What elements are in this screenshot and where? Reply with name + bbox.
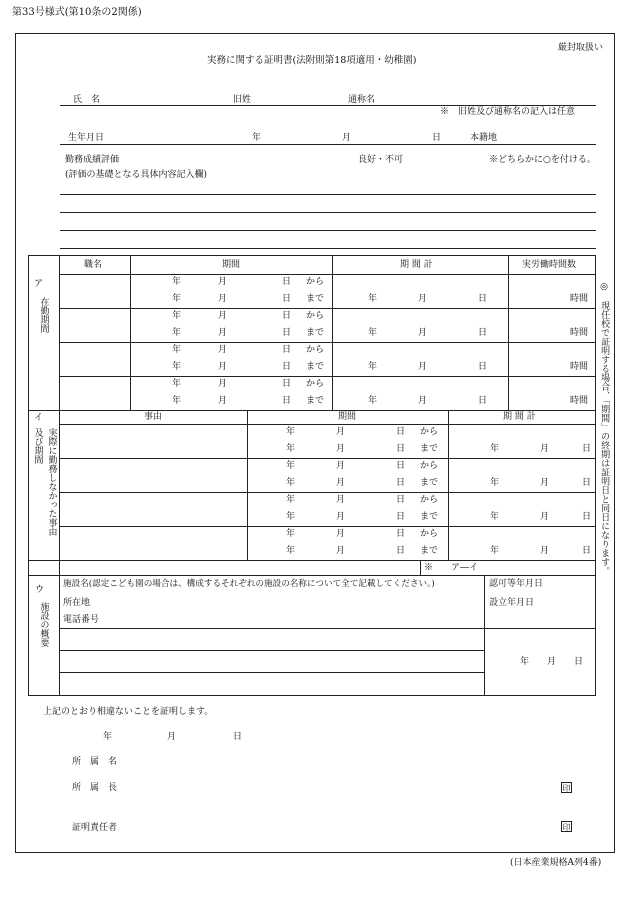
row-a-from-label: から <box>306 345 325 355</box>
row-a-total-year[interactable]: 年 <box>368 362 378 372</box>
col-reason: 事由 <box>144 412 163 422</box>
certify-month: 月 <box>167 732 177 742</box>
row-i-to-month[interactable]: 月 <box>336 444 346 454</box>
row-i-to-day[interactable]: 日 <box>396 444 406 454</box>
section-a-label: 在勤期間 <box>38 297 49 333</box>
row-a-total-month[interactable]: 月 <box>418 294 428 304</box>
diff-note: ※ ア―イ <box>424 563 479 573</box>
row-i-to-month[interactable]: 月 <box>336 546 346 556</box>
row-a-from-day[interactable]: 日 <box>282 311 292 321</box>
row-i-to-label: まで <box>420 546 439 556</box>
row-a-from-month[interactable]: 月 <box>218 345 228 355</box>
side-note: ◎ 現任校で証明する場合、「期間」の終期は証明日と同日になります。 <box>599 282 610 576</box>
row-a-to-day[interactable]: 日 <box>282 362 292 372</box>
footer-spec: (日本産業規格A列4番) <box>510 858 602 868</box>
phone-label: 電話番号 <box>63 615 100 625</box>
main-table <box>28 255 596 696</box>
row-a-from-month[interactable]: 月 <box>218 379 228 389</box>
row-i-to-year[interactable]: 年 <box>286 546 296 556</box>
row-a-hours[interactable]: 時間 <box>570 396 589 406</box>
birth-year: 年 <box>252 133 262 143</box>
section-u-label: 施設の概要 <box>38 602 49 647</box>
domicile-label: 本籍地 <box>470 133 498 143</box>
row-i-from-label: から <box>420 427 439 437</box>
evaluation-line-3[interactable] <box>60 230 596 231</box>
row-i-total-year[interactable]: 年 <box>490 478 500 488</box>
row-a-to-day[interactable]: 日 <box>282 328 292 338</box>
row-i-to-label: まで <box>420 512 439 522</box>
row-i-total-day[interactable]: 日 <box>582 512 592 522</box>
evaluation-line-4[interactable] <box>60 248 596 249</box>
row-a-total-day[interactable]: 日 <box>478 294 488 304</box>
row-i-from-label: から <box>420 529 439 539</box>
evaluation-line-2[interactable] <box>60 212 596 213</box>
row-a-total-year[interactable]: 年 <box>368 294 378 304</box>
birth-month: 月 <box>342 133 352 143</box>
row-i-total-month[interactable]: 月 <box>540 546 550 556</box>
row-a-total-month[interactable]: 月 <box>418 362 428 372</box>
row-a-total-month[interactable]: 月 <box>418 328 428 338</box>
evaluation-sub: (評価の基礎となる具体内容記入欄) <box>65 170 208 180</box>
row-a-hours[interactable]: 時間 <box>570 328 589 338</box>
head-label: 所 属 長 <box>72 783 118 793</box>
row-a-from-year[interactable]: 年 <box>172 379 182 389</box>
row-i-from-day[interactable]: 日 <box>396 495 406 505</box>
row-i-to-year[interactable]: 年 <box>286 444 296 454</box>
section-i-label-2: 及び期間 <box>32 428 43 464</box>
name-line[interactable] <box>60 105 596 106</box>
certify-year: 年 <box>103 732 113 742</box>
row-a-to-label: まで <box>306 396 325 406</box>
row-i-from-day[interactable]: 日 <box>396 461 406 471</box>
row-a-from-year[interactable]: 年 <box>172 311 182 321</box>
good-fail-choice[interactable]: 良好・不可 <box>358 155 404 165</box>
row-a-from-year[interactable]: 年 <box>172 345 182 355</box>
row-i-total-month[interactable]: 月 <box>540 512 550 522</box>
alias-label: 通称名 <box>348 95 376 105</box>
row-i-from-month[interactable]: 月 <box>336 495 346 505</box>
form-title: 実務に関する証明書(法附則第18項適用・幼稚園) <box>207 55 417 66</box>
row-i-to-month[interactable]: 月 <box>336 478 346 488</box>
row-i-total-year[interactable]: 年 <box>490 512 500 522</box>
row-i-from-year[interactable]: 年 <box>286 461 296 471</box>
evaluation-line-1[interactable] <box>60 194 596 195</box>
address-label: 所在地 <box>63 598 91 608</box>
row-a-to-year[interactable]: 年 <box>172 362 182 372</box>
row-i-from-label: から <box>420 495 439 505</box>
row-i-to-day[interactable]: 日 <box>396 546 406 556</box>
row-a-total-year[interactable]: 年 <box>368 396 378 406</box>
row-i-from-year[interactable]: 年 <box>286 529 296 539</box>
row-a-to-month[interactable]: 月 <box>218 294 228 304</box>
row-i-to-label: まで <box>420 478 439 488</box>
row-i-from-day[interactable]: 日 <box>396 529 406 539</box>
row-a-to-year[interactable]: 年 <box>172 294 182 304</box>
col-total-a: 期 間 計 <box>400 260 433 270</box>
row-a-from-month[interactable]: 月 <box>218 277 228 287</box>
row-a-to-month[interactable]: 月 <box>218 328 228 338</box>
row-i-from-day[interactable]: 日 <box>396 427 406 437</box>
name-label: 氏 名 <box>73 95 101 105</box>
row-a-from-day[interactable]: 日 <box>282 379 292 389</box>
row-a-from-label: から <box>306 379 325 389</box>
row-i-to-year[interactable]: 年 <box>286 512 296 522</box>
seal-head: 印 <box>562 784 571 793</box>
row-a-to-month[interactable]: 月 <box>218 362 228 372</box>
row-a-total-day[interactable]: 日 <box>478 328 488 338</box>
former-name-label: 旧姓 <box>233 95 252 105</box>
birth-label: 生年月日 <box>68 133 105 143</box>
row-i-to-year[interactable]: 年 <box>286 478 296 488</box>
facility-date-ymd: 年 月 日 <box>520 657 584 667</box>
row-i-from-month[interactable]: 月 <box>336 529 346 539</box>
row-i-total-day[interactable]: 日 <box>582 546 592 556</box>
form-number: 第33号様式(第10条の2関係) <box>12 7 142 18</box>
row-i-from-month[interactable]: 月 <box>336 461 346 471</box>
row-a-from-day[interactable]: 日 <box>282 277 292 287</box>
row-a-to-day[interactable]: 日 <box>282 294 292 304</box>
col-hours: 実労働時間数 <box>522 260 577 270</box>
evaluation-label: 勤務成績評価 <box>65 155 120 165</box>
section-i-label-1: 実際に勤務しなかった事由 <box>46 428 57 536</box>
row-a-to-year[interactable]: 年 <box>172 396 182 406</box>
row-a-from-label: から <box>306 277 325 287</box>
row-i-total-year[interactable]: 年 <box>490 546 500 556</box>
row-a-total-year[interactable]: 年 <box>368 328 378 338</box>
row-a-to-label: まで <box>306 362 325 372</box>
sealed-note: 厳封取扱い <box>558 43 604 53</box>
birth-day: 日 <box>432 133 442 143</box>
row-i-total-year[interactable]: 年 <box>490 444 500 454</box>
row-a-from-year[interactable]: 年 <box>172 277 182 287</box>
row-a-from-day[interactable]: 日 <box>282 345 292 355</box>
row-i-total-day[interactable]: 日 <box>582 478 592 488</box>
circle-note: ※どちらかに○を付ける。 <box>489 155 596 165</box>
row-a-total-day[interactable]: 日 <box>478 362 488 372</box>
col-job-title: 職名 <box>84 260 103 270</box>
section-a-mark: ア <box>34 279 44 289</box>
row-i-from-label: から <box>420 461 439 471</box>
officer-label: 証明責任者 <box>72 823 118 833</box>
row-i-from-year[interactable]: 年 <box>286 495 296 505</box>
row-i-total-day[interactable]: 日 <box>582 444 592 454</box>
certify-statement: 上記のとおり相違ないことを証明します。 <box>43 707 214 717</box>
col-period-i: 期間 <box>338 412 357 422</box>
row-a-to-label: まで <box>306 328 325 338</box>
affiliation-label: 所 属 名 <box>72 757 118 767</box>
certify-day: 日 <box>233 732 243 742</box>
row-a-from-label: から <box>306 311 325 321</box>
row-i-total-month[interactable]: 月 <box>540 444 550 454</box>
row-a-to-label: まで <box>306 294 325 304</box>
row-i-to-day[interactable]: 日 <box>396 478 406 488</box>
row-a-hours[interactable]: 時間 <box>570 294 589 304</box>
section-u-mark: ウ <box>35 585 45 595</box>
col-period-a: 期間 <box>222 260 241 270</box>
alias-note: ※ 旧姓及び通称名の記入は任意 <box>440 107 576 117</box>
birth-line[interactable] <box>60 144 596 145</box>
row-a-to-year[interactable]: 年 <box>172 328 182 338</box>
seal-officer: 印 <box>562 823 571 832</box>
row-i-from-year[interactable]: 年 <box>286 427 296 437</box>
row-i-to-day[interactable]: 日 <box>396 512 406 522</box>
row-a-to-day[interactable]: 日 <box>282 396 292 406</box>
established-date-label: 設立年月日 <box>489 598 535 608</box>
row-a-from-month[interactable]: 月 <box>218 311 228 321</box>
row-a-to-month[interactable]: 月 <box>218 396 228 406</box>
facility-name-label: 施設名(認定こども園の場合は、構成するそれぞれの施設の名称について全て記載してください。) <box>63 579 435 589</box>
row-i-to-label: まで <box>420 444 439 454</box>
row-a-total-day[interactable]: 日 <box>478 396 488 406</box>
row-i-from-month[interactable]: 月 <box>336 427 346 437</box>
approval-date-label: 認可等年月日 <box>489 579 544 589</box>
section-i-mark: イ <box>34 413 44 423</box>
col-total-i: 期 間 計 <box>503 412 536 422</box>
row-i-to-month[interactable]: 月 <box>336 512 346 522</box>
row-i-total-month[interactable]: 月 <box>540 478 550 488</box>
row-a-total-month[interactable]: 月 <box>418 396 428 406</box>
row-a-hours[interactable]: 時間 <box>570 362 589 372</box>
